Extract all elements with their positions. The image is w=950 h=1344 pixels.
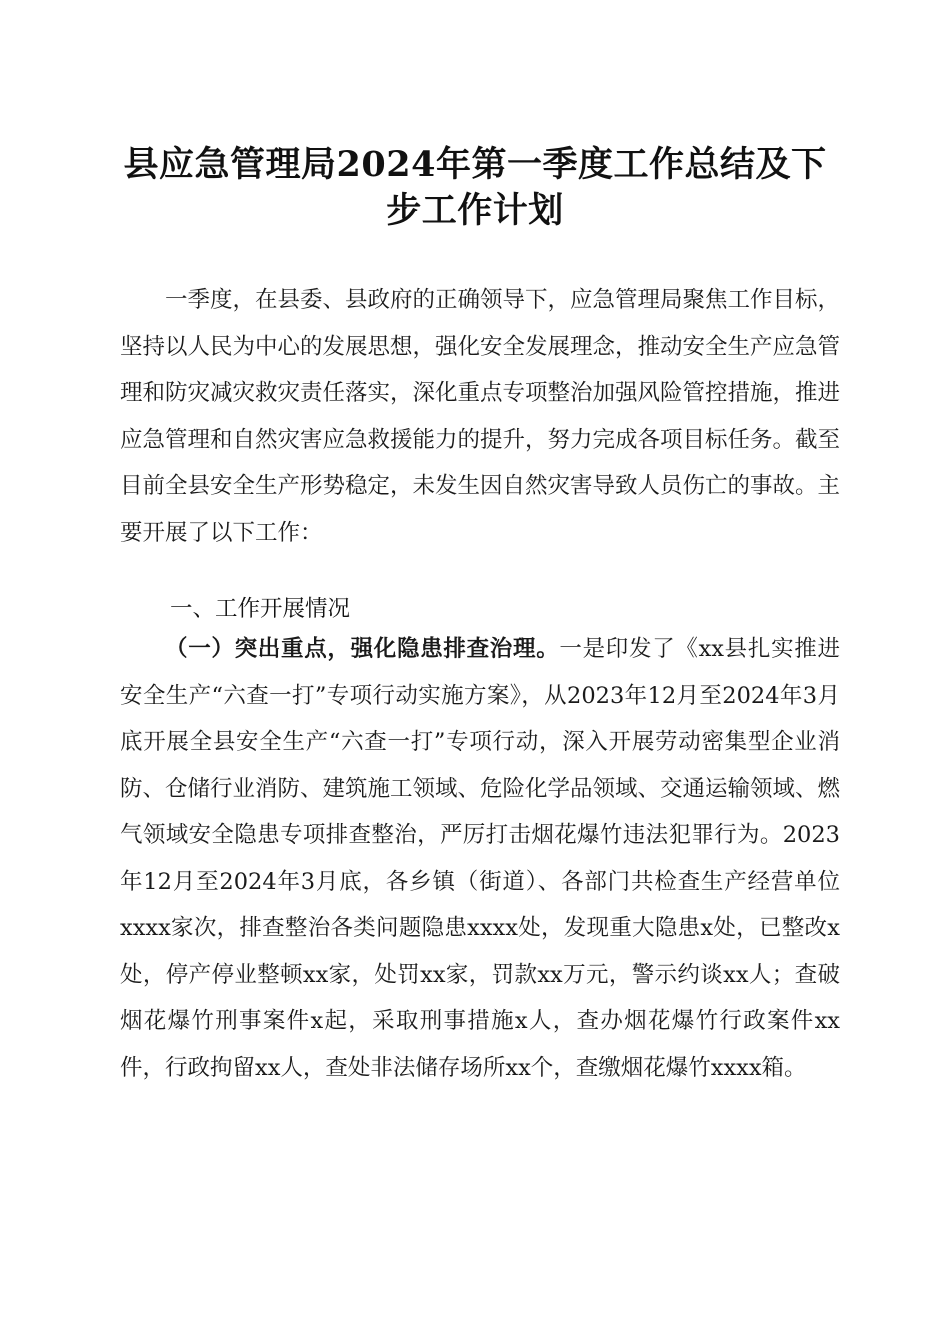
section-heading: 一、工作开展情况 [170, 596, 351, 622]
intro-paragraph-block [120, 277, 840, 556]
section1-item1-paragraph [120, 626, 840, 1091]
document-title-line-1: 县应急管理局2024年第一季度工作总结及下 [123, 144, 827, 185]
document-title-line-2: 步工作计划 [386, 190, 564, 231]
intro-paragraph: 一季度，在县委、县政府的正确领导下，应急管理局聚焦工作目标，坚持以人民为中心的发展思想，强化安全发展理念，推动安全生产应急管理和防灾减灾救灾责任落实，深化重点专项整治加强风险管控措施，推进应急管理和自然灾害应急救援能力的提升，努力完成各项目标任务。截至目前全县安全生产形势稳定，未发生因自然灾害导致人员伤亡的事故。主要开展了以下工作： [120, 287, 841, 546]
section1-item1-text: 一是印发了《xx县扎实推进安全生产“六查一打”专项行动实施方案》，从2023年12月至2024年3月底开展全县安全生产“六查一打”专项行动，深入开展劳动密集型企业消防、仓储行业消防、建筑施工领域、危险化学品领域、交通运输领域、燃气领域安全隐患专项排查整治，严厉打击烟花爆竹违法犯罪行为。2023年12月至2024年3月底，各乡镇（街道）、各部门共检查生产经营单位xxxx家次，排查整治各类问题隐患xxxx处，发现重大隐患x处，已整改x处，停产停业整顿xx家，处罚xx家，罚款xx万元，警示约谈xx人；查破烟花爆竹刑事案件x起，采取刑事措施x人，查办烟花爆竹行政案件xx件，行政拘留xx人，查处非法储存场所xx个，查缴烟花爆竹xxxx箱。 [120, 636, 841, 1081]
section1-item1-block [120, 626, 840, 1091]
section1-item1-lead: （一）突出重点，强化隐患排查治理。 [165, 636, 560, 662]
